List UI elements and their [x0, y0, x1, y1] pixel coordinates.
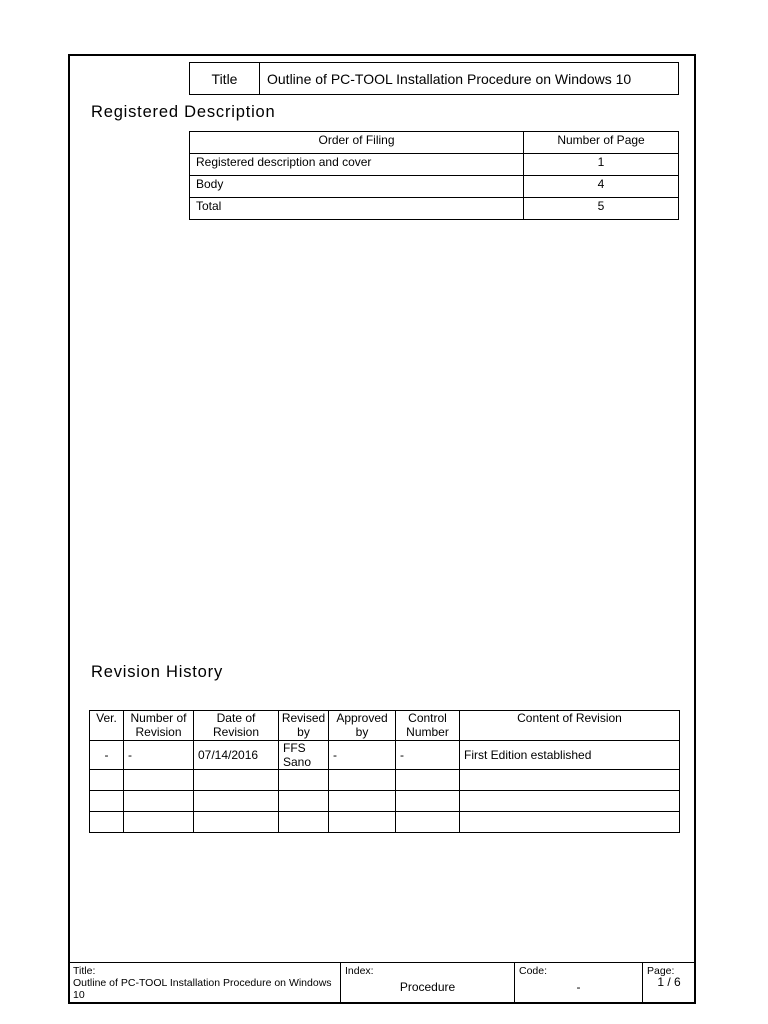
- number-cell: -: [124, 741, 194, 770]
- order-cell: Total: [190, 198, 524, 220]
- pages-cell: 5: [524, 198, 679, 220]
- title-value: Outline of PC-TOOL Installation Procedure on Windows 10: [260, 63, 679, 95]
- col-control-number: Control Number: [396, 711, 460, 741]
- footer-page-cell: [643, 963, 696, 1004]
- registered-description-table: [189, 131, 679, 220]
- table-row: [90, 741, 680, 770]
- footer-page-value: 1 / 6: [657, 975, 681, 989]
- title-label: Title: [190, 63, 260, 95]
- revision-history-heading: Revision History: [91, 663, 223, 681]
- table-header-row: [190, 132, 679, 154]
- table-row: [90, 791, 680, 812]
- col-revised-by: Revised by: [279, 711, 329, 741]
- revision-history-table: [89, 710, 680, 833]
- col-order-of-filing: Order of Filing: [190, 132, 524, 154]
- content-cell: First Edition established: [460, 741, 680, 770]
- col-date-of-revision: Date of Revision: [194, 711, 279, 741]
- col-number-of-revision: Number of Revision: [124, 711, 194, 741]
- footer-index-value: Procedure: [399, 980, 456, 994]
- order-cell: Registered description and cover: [190, 154, 524, 176]
- approved-by-cell: -: [329, 741, 396, 770]
- pages-cell: 4: [524, 176, 679, 198]
- footer-code-value: -: [576, 980, 581, 994]
- footer-table: [68, 962, 696, 1004]
- col-approved-by: Approved by: [329, 711, 396, 741]
- control-number-cell: -: [396, 741, 460, 770]
- table-row: [190, 154, 679, 176]
- col-content-of-revision: Content of Revision: [460, 711, 680, 741]
- footer-page-label: Page:: [647, 965, 675, 977]
- table-row: [90, 812, 680, 833]
- footer-title-label: Title:: [73, 965, 96, 977]
- footer-title-cell: [69, 963, 341, 1004]
- table-header-row: [90, 711, 680, 741]
- footer-index-cell: [341, 963, 515, 1004]
- title-box: [189, 62, 679, 95]
- registered-description-heading: Registered Description: [91, 103, 276, 121]
- footer-index-label: Index:: [345, 965, 374, 977]
- ver-cell: -: [90, 741, 124, 770]
- table-row: [190, 176, 679, 198]
- order-cell: Body: [190, 176, 524, 198]
- table-row: [90, 770, 680, 791]
- footer-title-value: Outline of PC-TOOL Installation Procedure on Windows 10: [73, 977, 332, 1001]
- footer-code-label: Code:: [519, 965, 548, 977]
- table-row: [190, 198, 679, 220]
- pages-cell: 1: [524, 154, 679, 176]
- date-cell: 07/14/2016: [194, 741, 279, 770]
- footer-code-cell: [515, 963, 643, 1004]
- revised-by-cell: FFS Sano: [279, 741, 329, 770]
- col-ver: Ver.: [90, 711, 124, 741]
- col-number-of-page: Number of Page: [524, 132, 679, 154]
